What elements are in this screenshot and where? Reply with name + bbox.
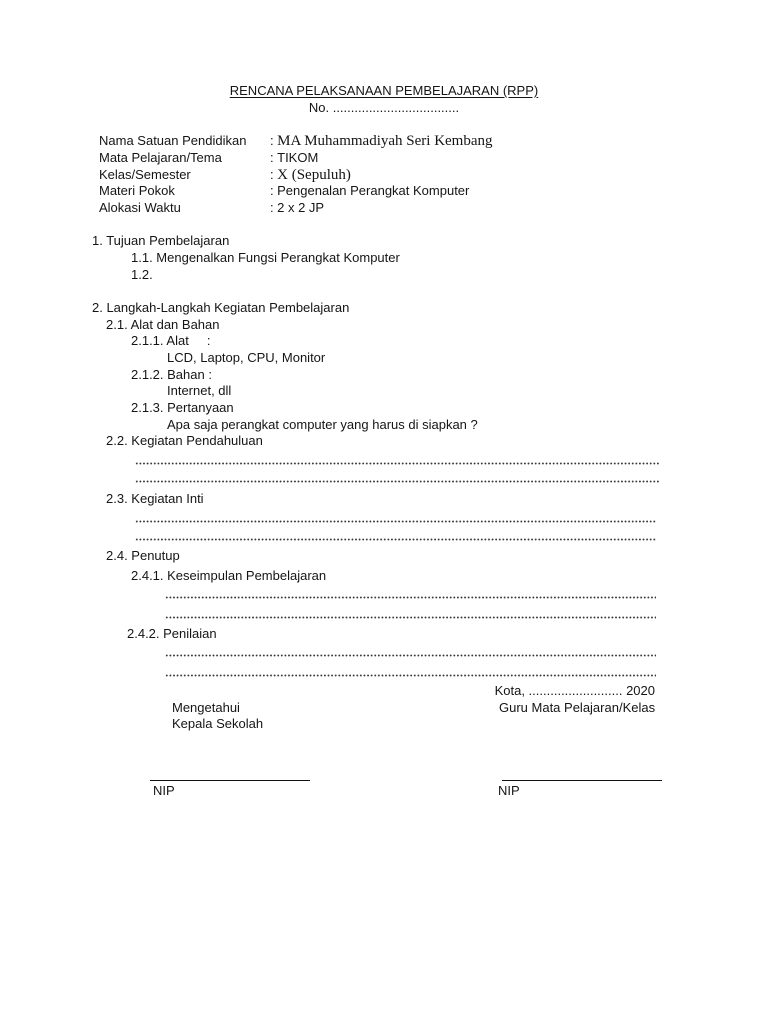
identity-value: MA Muhammadiyah Seri Kembang xyxy=(277,133,493,149)
nip-label-left: NIP xyxy=(153,783,175,798)
identity-value: TIKOM xyxy=(277,150,319,165)
identity-row-time xyxy=(99,200,324,216)
fill-in-line xyxy=(135,538,656,541)
identity-row-topic xyxy=(99,183,469,199)
fill-in-line xyxy=(135,462,660,465)
fill-in-line xyxy=(165,596,656,599)
subsection-heading: 2.4. Penutup xyxy=(106,548,180,563)
section-heading: 2. Langkah-Langkah Kegiatan Pembelajaran xyxy=(92,300,350,315)
fill-in-line xyxy=(135,480,660,483)
item-label: 2.1.3. Pertanyaan xyxy=(131,400,234,415)
item-value: Apa saja perangkat computer yang harus di siapkan ? xyxy=(167,417,478,432)
identity-label: Kelas/Semester xyxy=(99,167,191,182)
item-value: Internet, dll xyxy=(167,383,232,398)
fill-in-line xyxy=(165,654,656,657)
signature-left-caption: Mengetahui xyxy=(172,700,240,715)
signature-line-right xyxy=(502,780,662,781)
identity-label: Materi Pokok xyxy=(99,183,175,198)
item-label: 2.1.1. Alat : xyxy=(131,333,211,348)
identity-row-school xyxy=(99,133,493,149)
fill-in-line xyxy=(165,674,656,677)
identity-label: Nama Satuan Pendidikan xyxy=(99,133,247,148)
signature-left-role: Kepala Sekolah xyxy=(172,716,264,731)
section-heading: 1. Tujuan Pembelajaran xyxy=(92,233,230,248)
nip-label-right: NIP xyxy=(498,783,520,798)
place-date: Kota, .......................... 2020 xyxy=(494,683,655,698)
signature-right-caption: Guru Mata Pelajaran/Kelas xyxy=(499,700,656,715)
fill-in-line xyxy=(135,520,656,523)
document-number: No. ................................... xyxy=(308,100,460,115)
identity-value: X (Sepuluh) xyxy=(277,167,351,183)
identity-row-subject xyxy=(99,150,318,166)
item-value: LCD, Laptop, CPU, Monitor xyxy=(167,350,326,365)
list-item: 1.2. xyxy=(131,267,153,282)
list-item: 1.1. Mengenalkan Fungsi Perangkat Komputer xyxy=(131,250,400,265)
identity-separator: : xyxy=(270,133,274,148)
identity-separator: : xyxy=(270,150,274,165)
item-label: 2.1.2. Bahan : xyxy=(131,367,212,382)
identity-value: Pengenalan Perangkat Komputer xyxy=(277,183,470,198)
subsection-heading: 2.1. Alat dan Bahan xyxy=(106,317,220,332)
signature-line-left xyxy=(150,780,310,781)
identity-row-class xyxy=(99,167,351,183)
subsection-heading: 2.2. Kegiatan Pendahuluan xyxy=(106,433,263,448)
identity-label: Alokasi Waktu xyxy=(99,200,181,215)
fill-in-line xyxy=(165,616,656,619)
identity-label: Mata Pelajaran/Tema xyxy=(99,150,222,165)
item-label: 2.4.1. Keseimpulan Pembelajaran xyxy=(131,568,327,583)
identity-separator: : xyxy=(270,200,274,215)
identity-separator: : xyxy=(270,183,274,198)
subsection-heading: 2.3. Kegiatan Inti xyxy=(106,491,204,506)
item-label: 2.4.2. Penilaian xyxy=(127,626,217,641)
identity-value: 2 x 2 JP xyxy=(277,200,325,215)
identity-separator: : xyxy=(270,167,274,182)
document-title: RENCANA PELAKSANAAN PEMBELAJARAN (RPP) xyxy=(229,83,539,98)
